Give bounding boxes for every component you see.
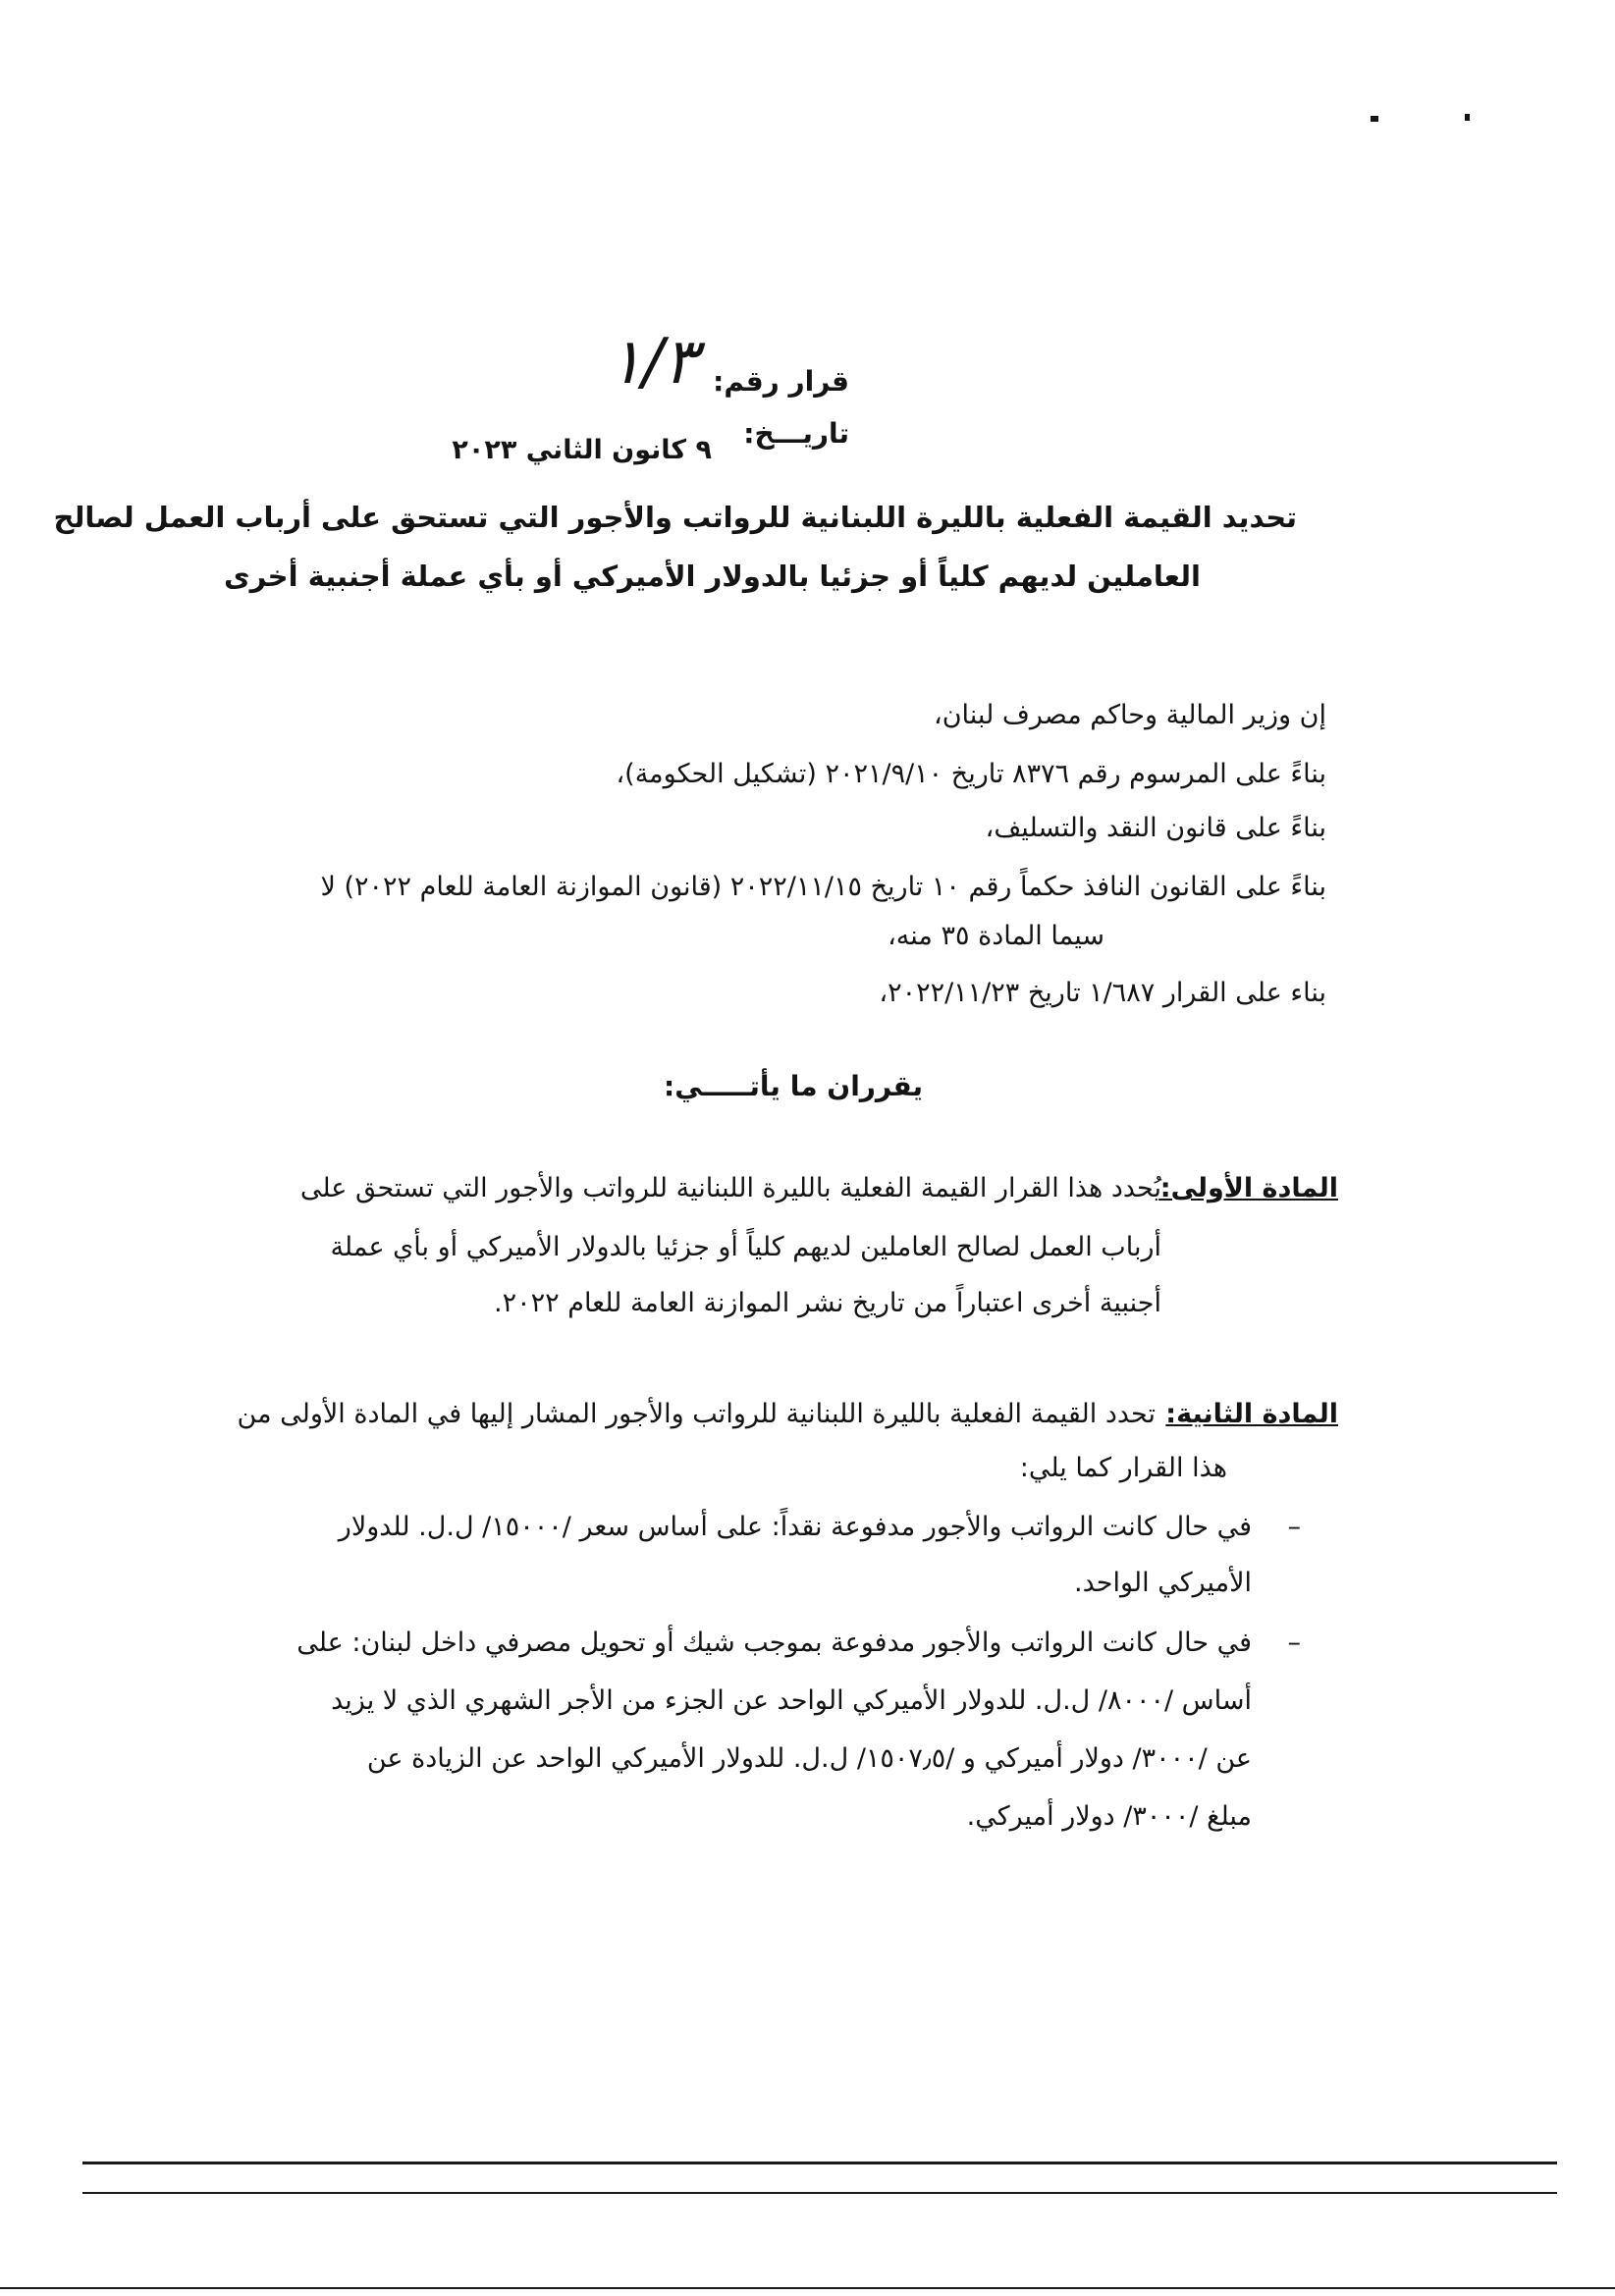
footer-rule	[82, 2162, 1557, 2164]
article-1-line: أجنبية أخرى اعتباراً من تاريخ نشر الموازنة العامة للعام ٢٠٢٢.	[494, 1288, 1161, 1318]
bullet-2-line: أساس /٨٠٠٠/ ل.ل. للدولار الأميركي الواحد عن الجزء من الأجر الشهري الذي لا يزيد	[331, 1685, 1252, 1716]
document-title-line-2: العاملين لديهم كلياً أو جزئيا بالدولار الأميركي أو بأي عملة أجنبية أخرى	[224, 560, 1201, 593]
article-1-line: أرباب العمل لصالح العاملين لديهم كلياً أو جزئيا بالدولار الأميركي أو بأي عملة	[330, 1232, 1161, 1262]
decision-number-value: ١/٣	[608, 326, 697, 399]
decide-heading: يقرران ما يأتـــــي:	[664, 1070, 923, 1102]
article-2-line: تحدد القيمة الفعلية بالليرة اللبنانية للرواتب والأجور المشار إليها في المادة الأولى من	[237, 1399, 1156, 1429]
bullet-2-line: عن /٣٠٠٠/ دولار أميركي و /١٥٠٧٫٥/ ل.ل. للدولار الأميركي الواحد عن الزيادة عن	[366, 1743, 1252, 1774]
article-2-label: المادة الثانية:	[1165, 1399, 1338, 1429]
page-bottom-edge	[0, 2287, 1615, 2289]
bullet-2-line: في حال كانت الرواتب والأجور مدفوعة بموجب شيك أو تحويل مصرفي داخل لبنان: على	[296, 1628, 1252, 1658]
footer-rule-lower	[82, 2192, 1557, 2194]
bullet-dash: –	[1287, 1628, 1301, 1658]
article-2-line: هذا القرار كما يلي:	[1019, 1453, 1227, 1483]
preamble-item-continuation: سيما المادة ٣٥ منه،	[888, 921, 1104, 951]
article-1-line: يُحدد هذا القرار القيمة الفعلية بالليرة اللبنانية للرواتب والأجور التي تستحق على	[299, 1173, 1161, 1203]
decision-date-value: ٩ كانون الثاني ٢٠٢٣	[452, 435, 712, 465]
preamble-intro: إن وزير المالية وحاكم مصرف لبنان،	[934, 700, 1326, 730]
bullet-1-line: الأميركي الواحد.	[1074, 1568, 1252, 1598]
scan-speck	[1371, 116, 1378, 122]
scan-speck	[1465, 114, 1470, 121]
decision-date-label: تاريـــخ:	[743, 417, 849, 450]
document-title-line-1: تحديد القيمة الفعلية بالليرة اللبنانية للرواتب والأجور التي تستحق على أرباب العمل لصالح	[53, 501, 1297, 534]
decision-number-label: قرار رقم:	[713, 365, 849, 398]
bullet-dash: –	[1287, 1512, 1301, 1542]
preamble-item: بناءً على القانون النافذ حكماً رقم ١٠ تاريخ ٢٠٢٢/١١/١٥ (قانون الموازنة العامة للعام ٢٠٢٢) لا	[320, 872, 1326, 902]
bullet-1-line: في حال كانت الرواتب والأجور مدفوعة نقداً: على أساس سعر /١٥٠٠٠/ ل.ل. للدولار	[338, 1512, 1252, 1542]
article-1-label: المادة الأولى:	[1159, 1173, 1338, 1203]
preamble-item: بناءً على قانون النقد والتسليف،	[985, 813, 1326, 843]
preamble-item: بناءً على المرسوم رقم ٨٣٧٦ تاريخ ٢٠٢١/٩/١٠ (تشكيل الحكومة)،	[616, 759, 1326, 789]
preamble-item: بناء على القرار ١/٦٨٧ تاريخ ٢٠٢٢/١١/٢٣،	[879, 978, 1326, 1008]
bullet-2-line: مبلغ /٣٠٠٠/ دولار أميركي.	[966, 1801, 1252, 1832]
